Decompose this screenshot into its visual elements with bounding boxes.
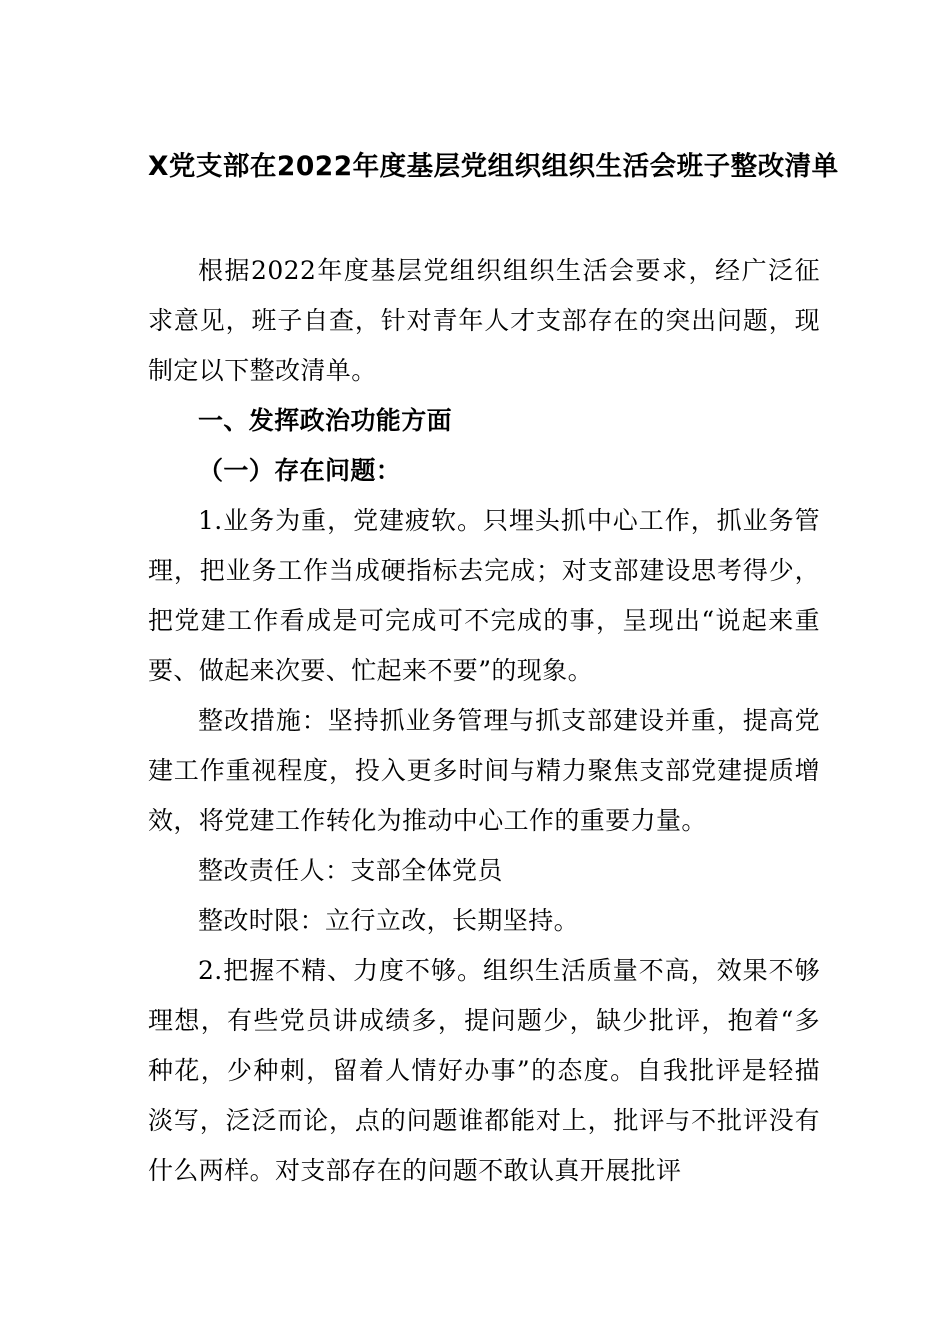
paragraph-item-1-deadline: 整改时限：立行立改，长期坚持。 — [198, 906, 580, 936]
section-subheading-1: （一）存在问题： — [198, 456, 402, 486]
paragraph-item-1-owner: 整改责任人：支部全体党员 — [198, 856, 503, 886]
paragraph-intro: 根据2022年度基层党组织组织生活会要求，经广泛征求意见，班子自查，针对青年人才支部存在的突出问题，现制定以下整改清单。 — [148, 256, 820, 386]
paragraph-item-2: 2.把握不精、力度不够。组织生活质量不高，效果不够理想，有些党员讲成绩多，提问题少，缺少批评，抱着“多种花，少种刺，留着人情好办事”的态度。自我批评是轻描淡写，泛泛而论，点的问题谁都能对上，批评与不批评没有什么两样。对支部存在的问题不敢认真开展批评 — [148, 956, 820, 1186]
paragraph-item-1: 1.业务为重，党建疲软。只埋头抓中心工作，抓业务管理，把业务工作当成硬指标去完成；对支部建设思考得少，把党建工作看成是可完成可不完成的事，呈现出“说起来重要、做起来次要、忙起来不要”的现象。 — [148, 506, 820, 686]
section-heading-1: 一、发挥政治功能方面 — [198, 406, 453, 436]
page-title: X党支部在2022年度基层党组织组织生活会班子整改清单 — [148, 151, 839, 182]
paragraph-item-1-measure: 整改措施：坚持抓业务管理与抓支部建设并重，提高党建工作重视程度，投入更多时间与精力聚焦支部党建提质增效，将党建工作转化为推动中心工作的重要力量。 — [148, 706, 820, 836]
